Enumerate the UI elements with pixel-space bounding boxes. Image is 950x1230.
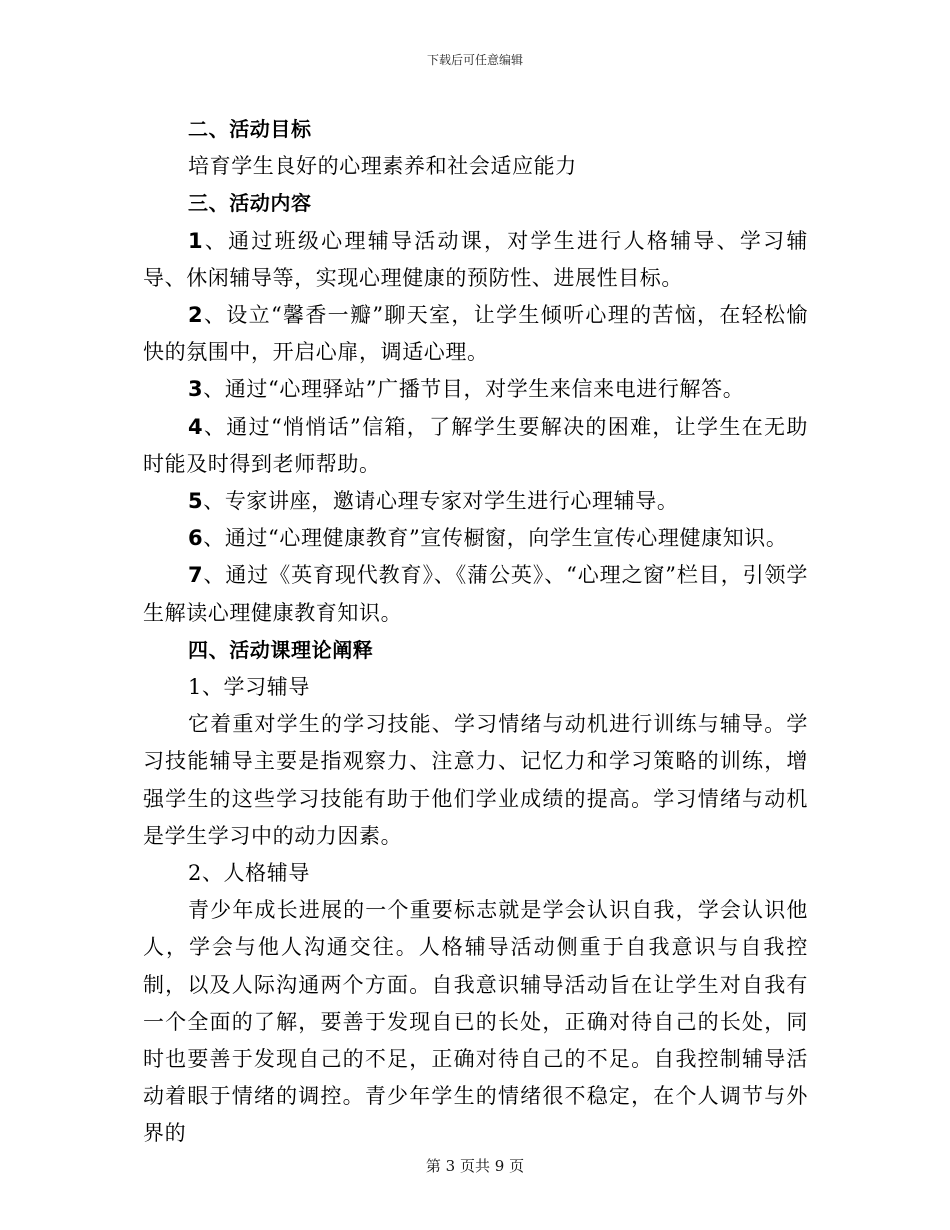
document-body xyxy=(143,111,808,1153)
item-text: 、通过班级心理辅导活动课，对学生进行人格辅导、学习辅导、休闲辅导等，实现心理健康的预防性、进展性目标。 xyxy=(143,228,808,290)
personality-guidance-paragraph: 青少年成长进展的一个重要标志就是学会认识自我，学会认识他人，学会与他人沟通交往。人格辅导活动侧重于自我意识与自我控制，以及人际沟通两个方面。自我意识辅导活动旨在让学生对自我有一个全面的了解，要善于发现自已的长处，正确对待自己的长处，同时也要善于发现自己的不足，正确对待自己的不足。自我控制辅导活动着眼于情绪的调控。青少年学生的情绪很不稳定，在个人调节与外界的 xyxy=(143,898,808,1146)
content-item-5 xyxy=(143,483,808,520)
item-number: 7 xyxy=(188,563,204,588)
item-number: 2 xyxy=(188,303,204,328)
content-item-4 xyxy=(143,409,808,483)
content-item-6 xyxy=(143,520,808,557)
subsection-title-personality: 2、人格辅导 xyxy=(188,861,310,886)
item-text: 、设立“馨香一瓣”聊天室，让学生倾听心理的苦恼，在轻松愉快的氛围中，开启心扉，调适心理。 xyxy=(143,303,808,365)
section-heading-content: 三、活动内容 xyxy=(188,191,312,216)
section-heading-goals: 二、活动目标 xyxy=(188,117,312,141)
goals-paragraph: 培育学生良好的心理素养和社会适应能力 xyxy=(188,154,577,179)
item-number: 3 xyxy=(188,377,204,402)
item-text: 、通过《英育现代教育》、《蒲公英》、“心理之窗”栏目，引领学生解读心理健康教育知识。 xyxy=(143,563,808,625)
content-item-7 xyxy=(143,557,808,631)
item-number: 5 xyxy=(188,489,204,514)
item-text: 、专家讲座，邀请心理专家对学生进行心理辅导。 xyxy=(203,489,679,514)
item-number: 6 xyxy=(188,526,204,551)
item-number: 1 xyxy=(188,228,204,253)
item-text: 、通过“心理驿站”广播节目，对学生来信来电进行解答。 xyxy=(203,377,745,402)
item-number: 4 xyxy=(188,414,204,439)
section-heading-theory: 四、活动课理论阐释 xyxy=(188,637,374,662)
item-text: 、通过“悄悄话”信箱，了解学生要解决的困难，让学生在无助时能及时得到老师帮助。 xyxy=(143,414,808,476)
content-item-3 xyxy=(143,371,808,408)
page-footer: 第 3 页共 9 页 xyxy=(425,1157,525,1175)
subsection-title-study: 1、学习辅导 xyxy=(188,675,310,700)
page-header: 下载后可任意编辑 xyxy=(426,53,523,67)
item-text: 、通过“心理健康教育”宣传橱窗，向学生宣传心理健康知识。 xyxy=(203,526,788,551)
content-item-2 xyxy=(143,297,808,371)
content-item-1 xyxy=(143,223,808,297)
study-guidance-paragraph: 它着重对学生的学习技能、学习情绪与动机进行训练与辅导。学习技能辅导主要是指观察力、注意力、记忆力和学习策略的训练，增强学生的这些学习技能有助于他们学业成绩的提高。学习情绪与动机是学生学习中的动力因素。 xyxy=(143,712,808,848)
